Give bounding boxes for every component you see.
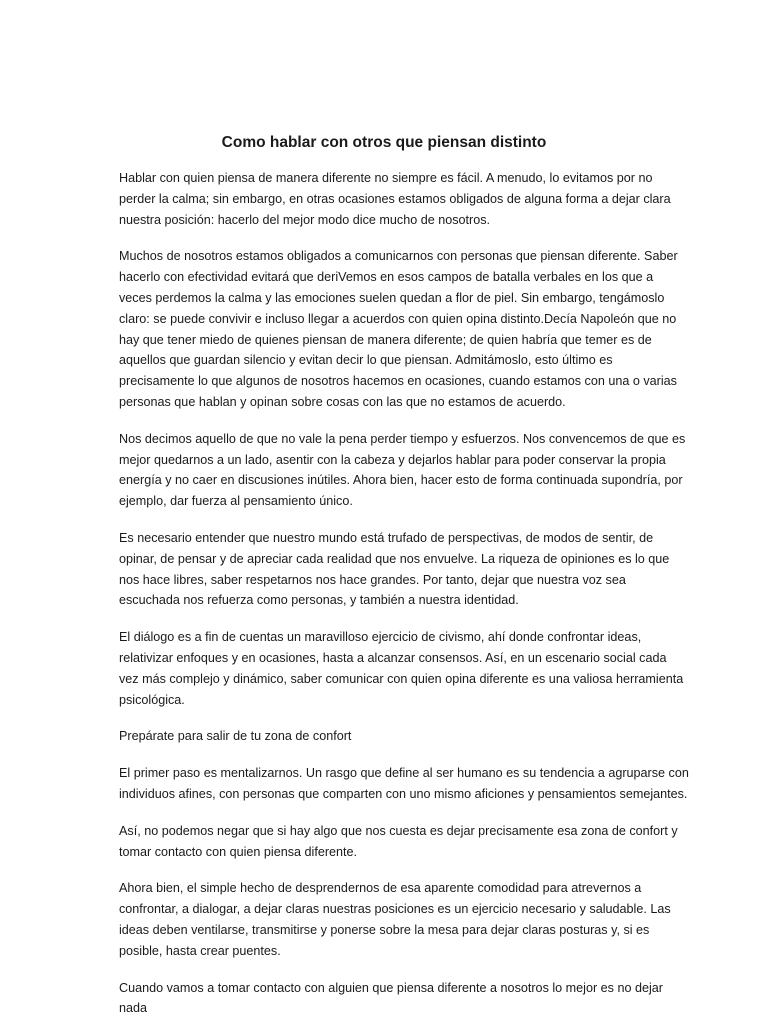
paragraph: El primer paso es mentalizarnos. Un rasgo que define al ser humano es su tendencia a agruparse con individuos afines, con personas que comparten con uno mismo aficiones y pensamientos semejantes.	[119, 766, 689, 801]
paragraph: El diálogo es a fin de cuentas un maravilloso ejercicio de civismo, ahí donde confrontar ideas, relativizar enfoques y en ocasiones, hasta a alcanzar consensos. Así, en un escenario social cada vez más complejo y dinámico, saber comunicar con quien opina diferente es una valiosa herramienta psicológica.	[119, 630, 684, 707]
section-heading: Prepárate para salir de tu zona de confort	[119, 729, 352, 744]
document-body	[119, 168, 689, 1035]
paragraph: Cuando vamos a tomar contacto con alguien que piensa diferente a nosotros lo mejor es no dejar nada	[119, 980, 663, 1016]
paragraph: Así, no podemos negar que si hay algo que nos cuesta es dejar precisamente esa zona de confort y tomar contacto con quien piensa diferente.	[119, 823, 678, 859]
document-title: Como hablar con otros que piensan distinto	[221, 134, 547, 151]
paragraph: Muchos de nosotros estamos obligados a comunicarnos con personas que piensan diferente. Saber hacerlo con efectividad evitará que deriVemos en esos campos de batalla verbales en los que a veces perdemos la calma y las emociones suelen quedan a flor de piel. Sin embargo, tengámoslo claro: se puede convivir e incluso llegar a acuerdos con quien opina distinto.Decía Napoleón que no hay que tener miedo de quienes piensan de manera diferente; de quien habría que temer es de aquellos que guardan silencio y evitan decir lo que piensan. Admitámoslo, esto último es precisamente lo que algunos de nosotros hacemos en ocasiones, cuando estamos con una o varias personas que hablan y opinan sobre cosas con las que no estamos de acuerdo.	[119, 249, 678, 409]
paragraph: Ahora bien, el simple hecho de desprendernos de esa aparente comodidad para atrevernos a confrontar, a dialogar, a dejar claras nuestras posiciones es un ejercicio necesario y saludable. Las ideas deben ventilarse, transmitirse y ponerse sobre la mesa para dejar claras posturas y, si es posible, hasta crear puentes.	[119, 881, 671, 958]
paragraph: Hablar con quien piensa de manera diferente no siempre es fácil. A menudo, lo evitamos por no perder la calma; sin embargo, en otras ocasiones estamos obligados de alguna forma a dejar clara nuestra posición: hacerlo del mejor modo dice mucho de nosotros.	[119, 171, 671, 227]
paragraph: Nos decimos aquello de que no vale la pena perder tiempo y esfuerzos. Nos convencemos de que es mejor quedarnos a un lado, asentir con la cabeza y dejarlos hablar para poder conservar la propia energía y no caer en discusiones inútiles. Ahora bien, hacer esto de forma continuada supondría, por ejemplo, dar fuerza al pensamiento único.	[119, 431, 686, 509]
paragraph: Es necesario entender que nuestro mundo está trufado de perspectivas, de modos de sentir, de opinar, de pensar y de apreciar cada realidad que nos envuelve. La riqueza de opiniones es lo que nos hace libres, saber respetarnos nos hace grandes. Por tanto, dejar que nuestra voz sea escuchada nos refuerza como personas, y también a nuestra identidad.	[119, 530, 670, 608]
